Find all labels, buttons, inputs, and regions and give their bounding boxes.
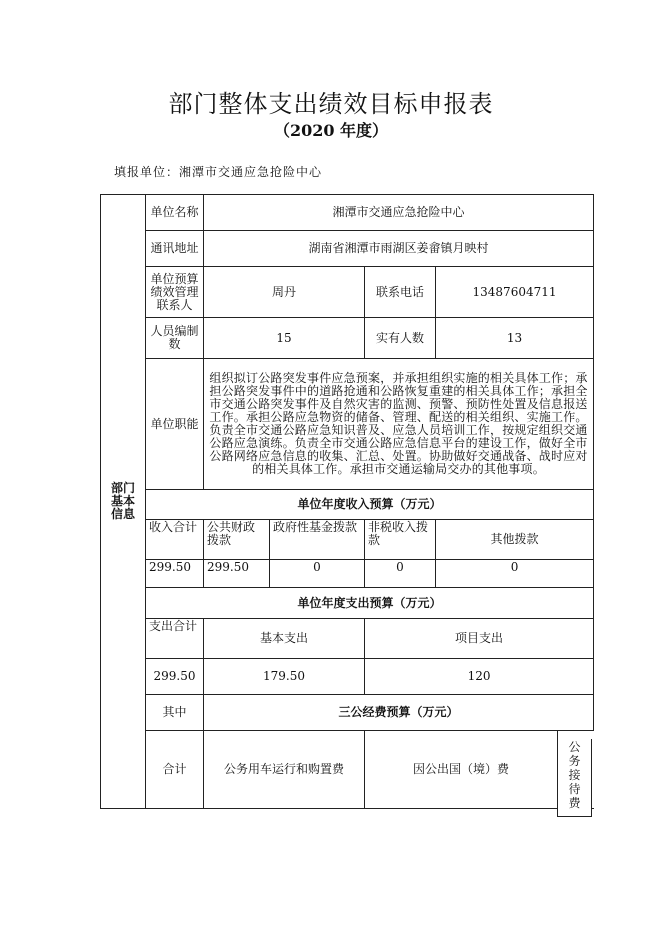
expense-section-title: 单位年度支出预算（万元） xyxy=(146,588,594,619)
expense-total-value: 299.50 xyxy=(146,659,204,695)
expense-project-label: 项目支出 xyxy=(365,619,594,659)
among-label: 其中 xyxy=(146,695,204,731)
expense-project-value: 120 xyxy=(365,659,594,695)
page-title: 部门整体支出绩效目标申报表 xyxy=(168,90,494,118)
row-income-values xyxy=(101,560,594,588)
filler-unit: 填报单位：湘潭市交通应急抢险中心 xyxy=(114,165,323,179)
contact-value: 周丹 xyxy=(204,267,365,318)
phone-value: 13487604711 xyxy=(436,267,594,318)
income-fiscal-value: 299.50 xyxy=(204,560,270,588)
row-expense-title xyxy=(101,588,594,619)
staff-value: 15 xyxy=(204,318,365,359)
row-duty xyxy=(101,359,594,490)
address-label: 通讯地址 xyxy=(146,231,204,267)
row-unit-name xyxy=(101,195,594,231)
actual-value: 13 xyxy=(436,318,594,359)
three-reception-text: 公务接待费 xyxy=(568,740,581,810)
duty-text: 组织拟订公路突发事件应急预案，并承担组织实施的相关具体工作；承担公路突发事件中的道路抢通和公路恢复重建的相关具体工作；承担全市交通公路突发事件及自然灾害的监测、预警、预防性处置及信息报送工作。承担公路应急物资的储备、管理、配送的相关组织、实施工作。负责全市交通公路应急知识普及、应急人员培训工作，按规定组织交通公路应急演练。负责全市交通公路应急信息平台的建设工作，做好全市公路网络应急信息的收集、汇总、处置。协助做好交通战备、战时应对的相关具体工作。承担市交通运输局交办的其他事项。 xyxy=(204,359,594,490)
income-other-label: 其他拨款 xyxy=(436,520,594,560)
expense-basic-label: 基本支出 xyxy=(204,619,365,659)
three-abroad-label: 因公出国（境）费 xyxy=(365,731,558,809)
three-total-label: 合计 xyxy=(146,731,204,809)
unit-name-label: 单位名称 xyxy=(146,195,204,231)
three-section-title: 三公经费预算（万元） xyxy=(204,695,594,731)
address-value: 湖南省湘潭市雨湖区姜畲镇月映村 xyxy=(204,231,594,267)
income-total-label: 收入合计 xyxy=(146,520,204,560)
three-car-label: 公务用车运行和购置费 xyxy=(204,731,365,809)
expense-basic-value: 179.50 xyxy=(204,659,365,695)
income-other-value: 0 xyxy=(436,560,594,588)
dept-info-label: 部门 基本 信息 xyxy=(101,195,146,809)
row-address xyxy=(101,231,594,267)
budget-form-table xyxy=(100,194,594,809)
page-subtitle: （2020 年度） xyxy=(273,121,389,140)
row-contact xyxy=(101,267,594,318)
phone-label: 联系电话 xyxy=(365,267,436,318)
income-section-title: 单位年度收入预算（万元） xyxy=(146,490,594,520)
row-three-title xyxy=(101,695,594,731)
income-total-value: 299.50 xyxy=(146,560,204,588)
income-nontax-label: 非税收入拨款 xyxy=(365,520,436,560)
row-staff xyxy=(101,318,594,359)
expense-total-label: 支出合计 xyxy=(146,619,204,659)
actual-label: 实有人数 xyxy=(365,318,436,359)
row-income-headers xyxy=(101,520,594,560)
row-three-headers xyxy=(101,731,594,809)
unit-name-value: 湘潭市交通应急抢险中心 xyxy=(204,195,594,231)
row-expense-headers xyxy=(101,619,594,659)
income-gov-fund-label: 政府性基金拨款 xyxy=(270,520,365,560)
row-expense-values xyxy=(101,659,594,695)
income-fiscal-label: 公共财政拨款 xyxy=(204,520,270,560)
contact-label: 单位预算绩效管理联系人 xyxy=(146,267,204,318)
three-reception-label xyxy=(557,739,592,817)
staff-label: 人员编制数 xyxy=(146,318,204,359)
income-gov-fund-value: 0 xyxy=(270,560,365,588)
row-income-title xyxy=(101,490,594,520)
income-nontax-value: 0 xyxy=(365,560,436,588)
duty-label: 单位职能 xyxy=(146,359,204,490)
